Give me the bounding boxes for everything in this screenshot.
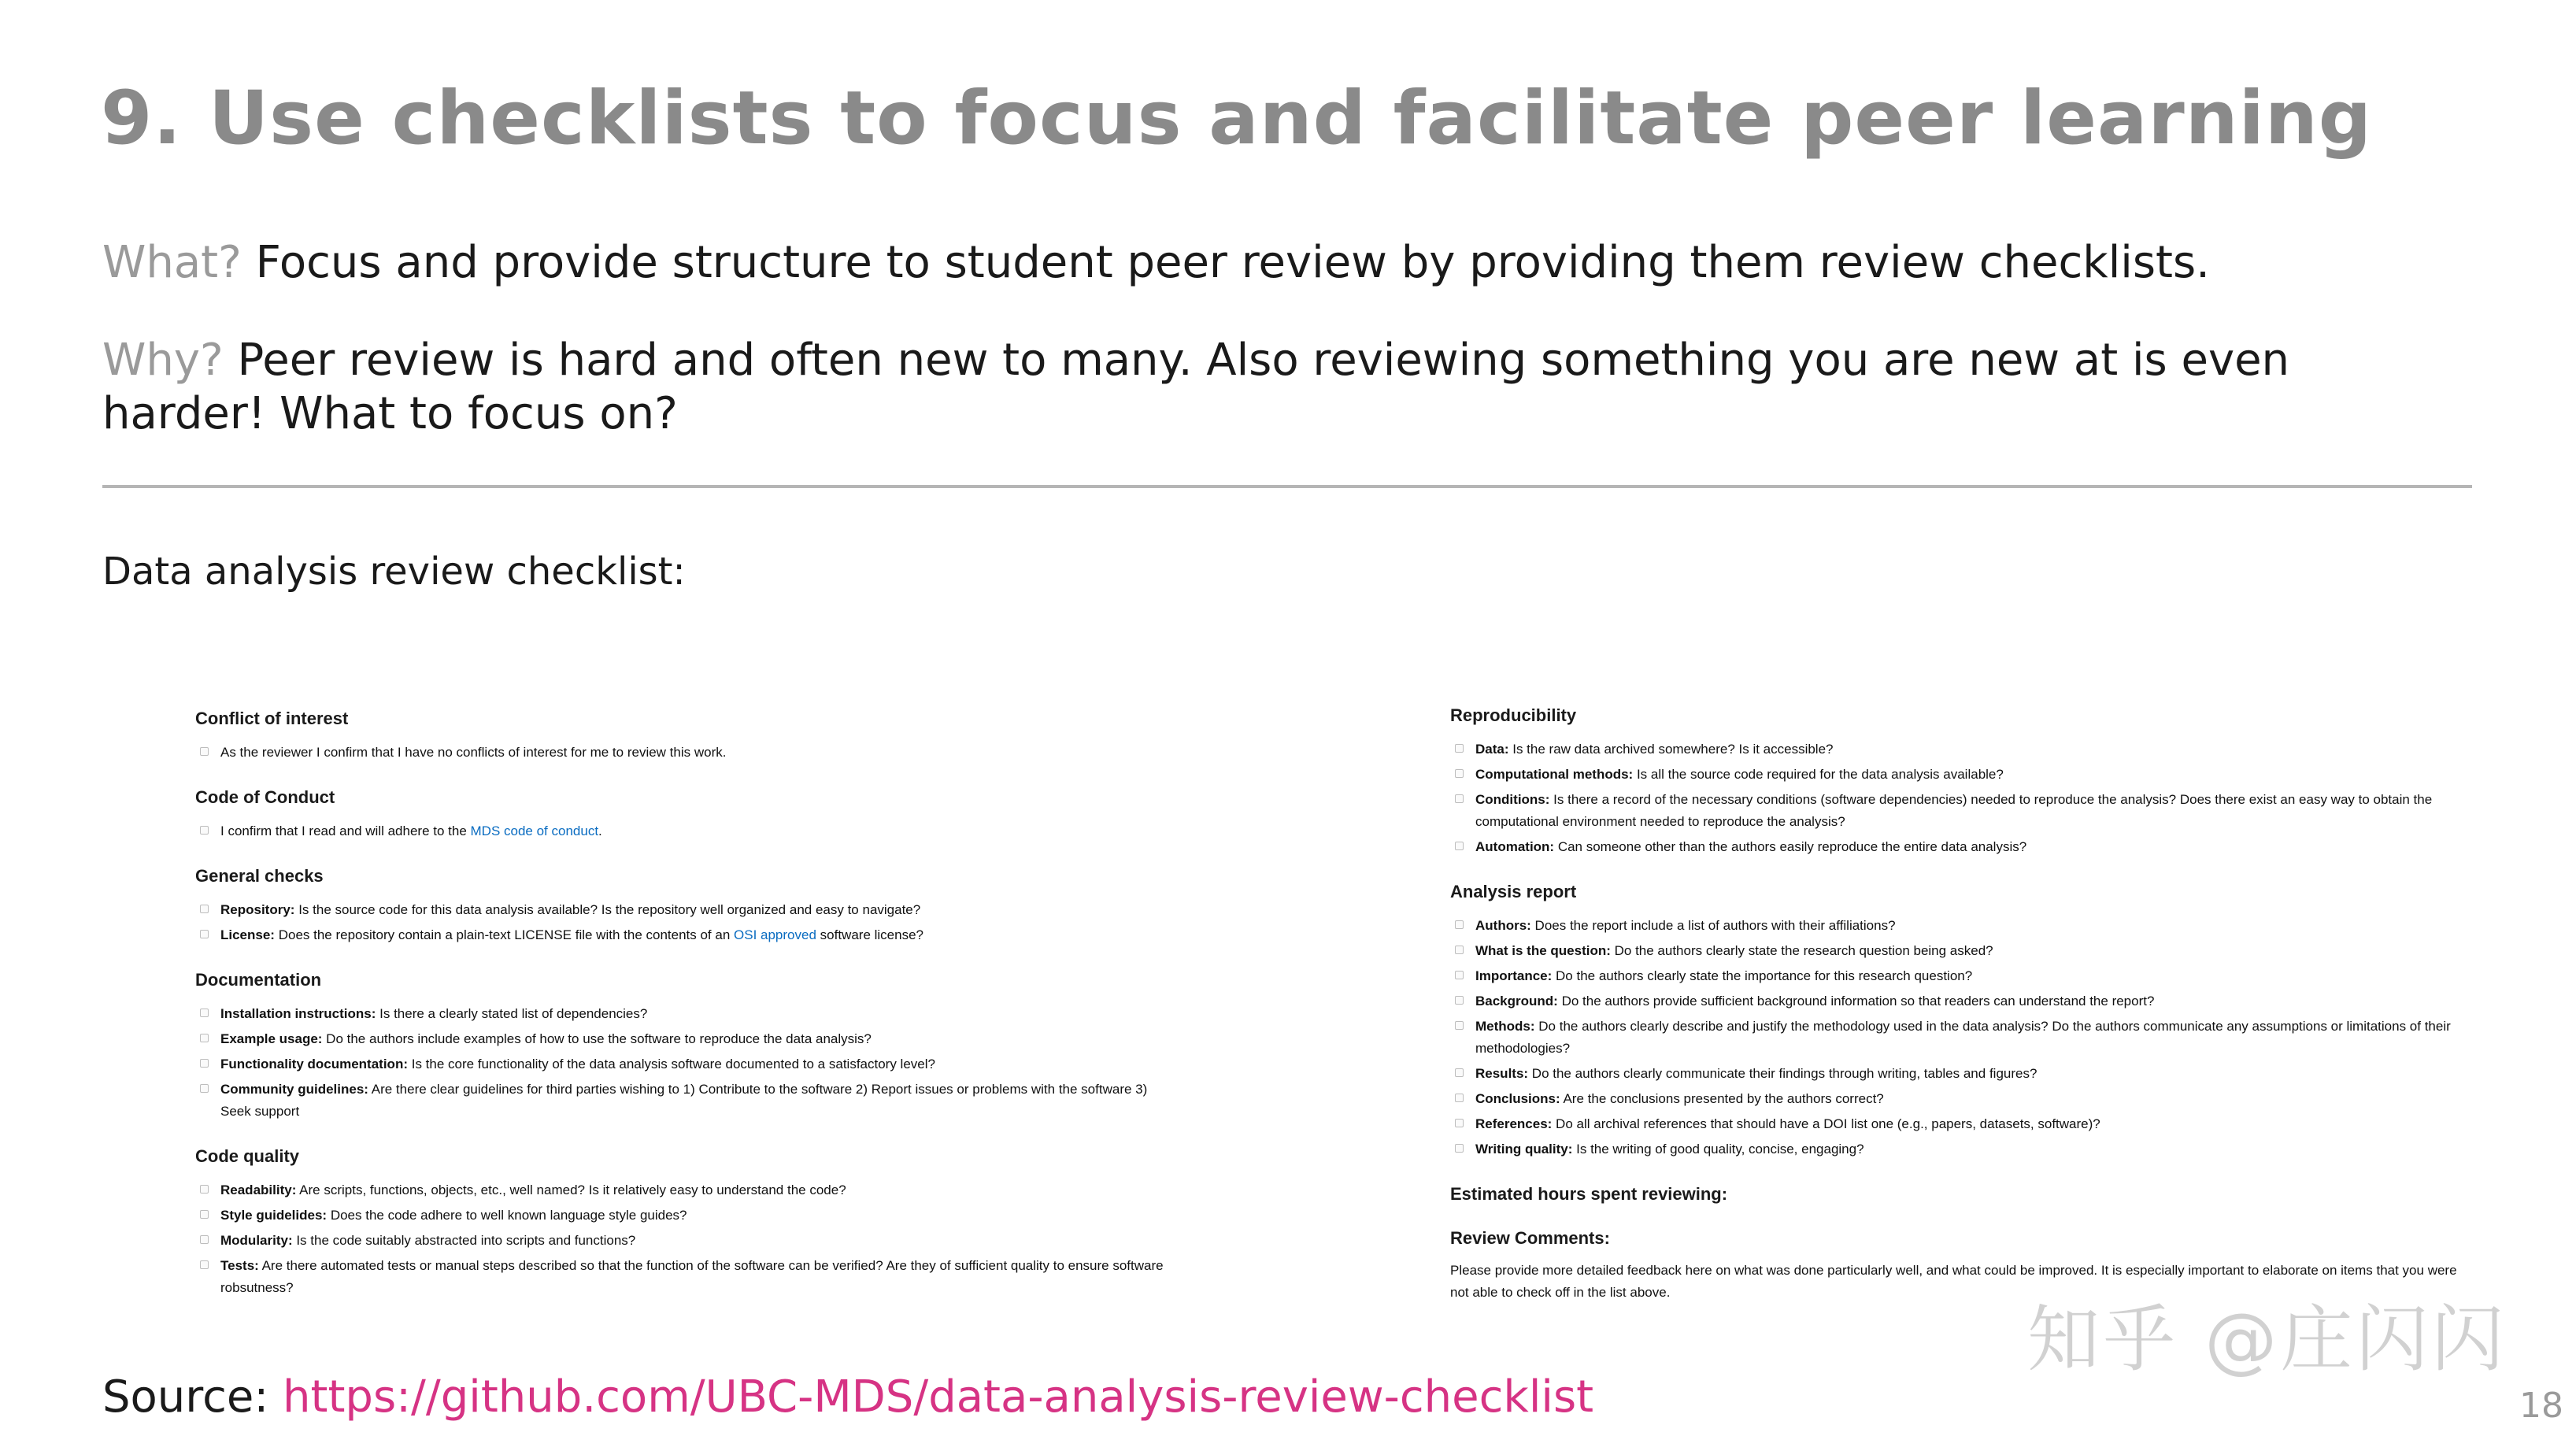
checkbox[interactable] <box>200 1009 209 1017</box>
checkbox[interactable] <box>1455 1119 1464 1127</box>
item-text: Can someone other than the authors easily reproduce the entire data analysis? <box>1554 839 2027 854</box>
checklist-item <box>1450 1138 2474 1160</box>
item-text: Does the report include a list of authors with their affiliations? <box>1530 918 1896 933</box>
checklist-heading: Data analysis review checklist: <box>102 550 686 594</box>
what-label: What? <box>102 237 242 288</box>
item-label: What is the question: <box>1475 943 1611 958</box>
checkbox[interactable] <box>1455 1144 1464 1153</box>
section-heading: Reproducibility <box>1450 705 1577 725</box>
item-text: Are scripts, functions, objects, etc., well named? Is it relatively easy to understand the code? <box>296 1182 846 1197</box>
section-items <box>195 820 1164 842</box>
item-label: Conclusions: <box>1475 1091 1560 1106</box>
checklist-item <box>195 1053 1164 1075</box>
checkbox[interactable] <box>200 747 209 756</box>
checklist-item <box>195 1255 1164 1299</box>
item-label: Background: <box>1475 994 1558 1009</box>
checklist-item <box>1450 965 2474 987</box>
checkbox[interactable] <box>200 1210 209 1219</box>
section-items <box>195 899 1164 946</box>
checkbox[interactable] <box>200 826 209 835</box>
checklist-item <box>195 1028 1164 1050</box>
item-label: Data: <box>1475 742 1509 757</box>
item-label: License: <box>220 927 275 942</box>
section-items <box>195 1179 1164 1299</box>
why-label: Why? <box>102 335 224 386</box>
item-label: Community guidelines: <box>220 1082 368 1097</box>
section-heading: Code of Conduct <box>195 787 335 807</box>
item-text: Is the writing of good quality, concise, engaging? <box>1572 1142 1864 1157</box>
section-heading: General checks <box>195 866 324 886</box>
what-paragraph <box>102 236 2464 290</box>
item-text: Is there a clearly stated list of dependencies? <box>376 1006 648 1021</box>
section-items <box>1450 915 2474 1160</box>
checklist-item <box>1450 836 2474 858</box>
section-items <box>195 742 1164 764</box>
checkbox[interactable] <box>1455 1094 1464 1102</box>
checkbox[interactable] <box>1455 920 1464 929</box>
checkbox[interactable] <box>200 930 209 938</box>
item-text: As the reviewer I confirm that I have no conflicts of interest for me to review this work. <box>220 745 727 760</box>
checklist-item <box>195 899 1164 921</box>
checkbox[interactable] <box>1455 744 1464 753</box>
item-text: Is the core functionality of the data analysis software documented to a satisfactory level? <box>408 1057 935 1071</box>
item-label: References: <box>1475 1116 1553 1131</box>
item-text: Is the code suitably abstracted into scripts and functions? <box>292 1233 636 1248</box>
section-items <box>195 1003 1164 1123</box>
why-paragraph <box>102 334 2464 441</box>
item-text: Does the repository contain a plain-text LICENSE file with the contents of an <box>274 927 735 942</box>
item-label: Installation instructions: <box>220 1006 376 1021</box>
item-label: Functionality documentation: <box>220 1057 408 1071</box>
checklist-item <box>195 742 1164 764</box>
checkbox[interactable] <box>200 905 209 913</box>
checklist-item <box>195 1079 1164 1123</box>
item-label: Results: <box>1475 1066 1529 1081</box>
item-text: Do the authors clearly communicate their findings through writing, tables and figures? <box>1528 1066 2037 1081</box>
checkbox[interactable] <box>1455 946 1464 954</box>
checkbox[interactable] <box>200 1235 209 1244</box>
checklist-item <box>195 820 1164 842</box>
item-label: Methods: <box>1475 1019 1535 1034</box>
checkbox[interactable] <box>1455 1021 1464 1030</box>
item-text-after: . <box>598 823 602 838</box>
checkbox[interactable] <box>1455 1068 1464 1077</box>
section-heading: Review Comments: <box>1450 1228 1610 1248</box>
item-label: Authors: <box>1475 918 1531 933</box>
item-label: Readability: <box>220 1182 297 1197</box>
why-text: Peer review is hard and often new to many. Also reviewing something you are new at is even harder! What to focus on? <box>102 335 2290 439</box>
checklist-item <box>195 924 1164 946</box>
checklist-item <box>1450 990 2474 1012</box>
checkbox[interactable] <box>200 1059 209 1068</box>
item-text: Is all the source code required for the data analysis available? <box>1633 767 2004 782</box>
item-label: Conditions: <box>1475 792 1550 807</box>
checkbox[interactable] <box>200 1084 209 1093</box>
checklist-item <box>1450 764 2474 786</box>
section-heading: Code quality <box>195 1146 300 1166</box>
checkbox[interactable] <box>1455 996 1464 1005</box>
review-comments-text: Please provide more detailed feedback here on what was done particularly well, and what could be improved. It is especially important to elaborate on items that you were not able to check off in the list above. <box>1450 1263 2457 1300</box>
checklist-right-column <box>1450 705 2474 1327</box>
checklist-item <box>1450 940 2474 962</box>
item-text: Are there clear guidelines for third parties wishing to 1) Contribute to the software 2) Report issues or problems with the software 3) Seek support <box>220 1082 1148 1119</box>
checkbox[interactable] <box>200 1260 209 1269</box>
item-label: Automation: <box>1475 839 1555 854</box>
section-heading: Documentation <box>195 970 322 990</box>
source-label: Source: <box>102 1371 283 1423</box>
item-label: Modularity: <box>220 1233 293 1248</box>
item-link[interactable]: OSI approved <box>734 927 816 942</box>
section-heading: Estimated hours spent reviewing: <box>1450 1184 1728 1204</box>
item-text: Does the code adhere to well known language style guides? <box>327 1208 687 1223</box>
watermark: 知乎 @庄闪闪 <box>2027 1297 2508 1382</box>
item-text: Are there automated tests or manual steps described so that the function of the software can be verified? Are they of sufficient quality to ensure software robsutness? <box>220 1258 1164 1295</box>
item-text: Do the authors clearly state the research question being asked? <box>1610 943 1993 958</box>
item-text-after: software license? <box>816 927 923 942</box>
item-label: Writing quality: <box>1475 1142 1573 1157</box>
checklist-item <box>195 1230 1164 1252</box>
item-label: Importance: <box>1475 968 1553 983</box>
item-text: Do the authors provide sufficient background information so that readers can understand the report? <box>1557 994 2155 1009</box>
checklist-item <box>1450 1088 2474 1110</box>
checklist-item <box>195 1003 1164 1025</box>
checklist-item <box>195 1205 1164 1227</box>
checklist-item <box>195 1179 1164 1201</box>
item-label: Example usage: <box>220 1031 323 1046</box>
item-label: Repository: <box>220 902 295 917</box>
item-label: Tests: <box>220 1258 259 1273</box>
divider <box>102 485 2472 488</box>
item-text: Is the source code for this data analysis available? Is the repository well organized and easy to navigate? <box>294 902 921 917</box>
source-link[interactable]: https://github.com/UBC-MDS/data-analysis-review-checklist <box>283 1371 1594 1423</box>
checkbox[interactable] <box>200 1034 209 1042</box>
section-heading: Conflict of interest <box>195 709 349 728</box>
item-text: Do the authors clearly describe and justify the methodology used in the data analysis? Do the authors communicate any assumptions or limitations of their methodologies? <box>1475 1019 2451 1056</box>
section-heading: Analysis report <box>1450 882 1577 901</box>
section-items <box>1450 738 2474 858</box>
item-link[interactable]: MDS code of conduct <box>470 823 599 838</box>
checklist-left-column <box>195 709 1164 1323</box>
what-text: Focus and provide structure to student peer review by providing them review checklists. <box>241 237 2210 288</box>
checklist-item <box>1450 1113 2474 1135</box>
checklist-item <box>1450 1016 2474 1060</box>
checkbox[interactable] <box>1455 794 1464 803</box>
checklist-item <box>1450 1063 2474 1085</box>
checkbox[interactable] <box>1455 769 1464 778</box>
checklist-item <box>1450 789 2474 833</box>
item-text: I confirm that I read and will adhere to the <box>220 823 471 838</box>
checkbox[interactable] <box>1455 971 1464 979</box>
item-text: Do the authors clearly state the importance for this research question? <box>1552 968 1973 983</box>
checklist-item <box>1450 915 2474 937</box>
item-text: Is there a record of the necessary conditions (software dependencies) needed to reproduce the analysis? Does there exist an easy way to obtain the computational environment needed to reproduce the analysis? <box>1475 792 2433 829</box>
item-label: Style guidelides: <box>220 1208 328 1223</box>
checklist-item <box>1450 738 2474 761</box>
item-text: Do all archival references that should have a DOI list one (e.g., papers, datasets, software)? <box>1552 1116 2100 1131</box>
item-text: Is the raw data archived somewhere? Is it accessible? <box>1508 742 1834 757</box>
slide-title: 9. Use checklists to focus and facilitate peer learning <box>101 76 2373 161</box>
source-line <box>102 1370 1593 1425</box>
item-text: Are the conclusions presented by the authors correct? <box>1560 1091 1884 1106</box>
item-label: Computational methods: <box>1475 767 1634 782</box>
checkbox[interactable] <box>1455 842 1464 850</box>
page-number: 18 <box>2519 1386 2563 1426</box>
item-text: Do the authors include examples of how to use the software to reproduce the data analysis? <box>322 1031 872 1046</box>
checkbox[interactable] <box>200 1185 209 1194</box>
